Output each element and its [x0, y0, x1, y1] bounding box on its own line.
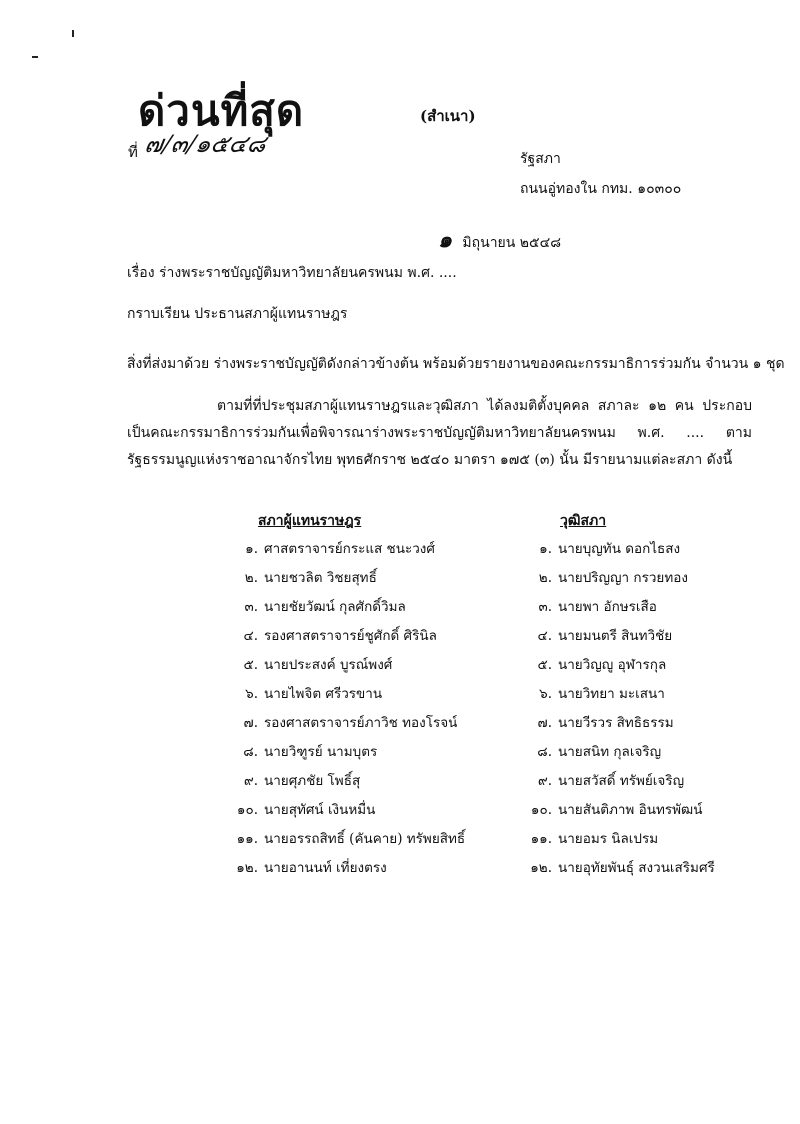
date-month-year: มิถุนายน ๒๕๔๘	[462, 235, 562, 251]
list-item: ๑๐. นายสันติภาพ อินทรพัฒน์	[530, 802, 703, 818]
senate-members-heading: วุฒิสภา	[560, 513, 607, 529]
list-item: ๗. นายวีรวร สิทธิธรรม	[537, 715, 674, 731]
list-item: ๑. นายบุญทัน ดอกไธสง	[539, 541, 681, 557]
list-item: ๒. นายปริญญา กรวยทอง	[538, 570, 688, 586]
house-members-heading: สภาผู้แทนราษฎร	[258, 513, 362, 529]
copy-mark: (สำเนา)	[420, 107, 476, 125]
list-item: ๑. ศาสตราจารย์กระแส ชนะวงศ์	[245, 541, 435, 557]
letter-enclosure: สิ่งที่ส่งมาด้วย ร่างพระราชบัญญัติดังกล่าวข้างต้น พร้อมด้วยรายงานของคณะกรรมาธิการร่วมกัน จำนวน ๑ ชุด	[127, 356, 785, 372]
doc-number-label: ที่	[128, 143, 138, 161]
house-members-list	[198, 538, 465, 886]
list-item: ๑๒. นายอุทัยพันธุ์ สงวนเสริมศรี	[530, 860, 715, 876]
list-item: ๖. นายวิทยา มะเสนา	[539, 686, 665, 702]
scan-speck	[72, 30, 74, 37]
letter-date	[438, 222, 561, 257]
list-item: ๒. นายชวลิต วิชยสุทธิ์	[244, 570, 377, 586]
list-item: ๗. รองศาสตราจารย์ภาวิช ทองโรจน์	[243, 715, 458, 731]
letter-salutation: กราบเรียน ประธานสภาผู้แทนราษฎร	[127, 306, 348, 322]
list-item: ๔. รองศาสตราจารย์ชูศักดิ์ ศิรินิล	[243, 628, 437, 644]
list-item: ๘. นายวิฑูรย์ นามบุตร	[243, 744, 378, 760]
list-item: ๓. นายพา อักษรเสือ	[538, 599, 657, 615]
date-day-handwritten: ๑	[438, 227, 452, 253]
list-item: ๘. นายสนิท กุลเจริญ	[537, 744, 662, 760]
list-item: ๓. นายชัยวัฒน์ กุลศักดิ์วิมล	[244, 599, 406, 615]
list-item: ๙. นายศุภชัย โพธิ์สุ	[243, 773, 361, 789]
list-item: ๕. นายประสงค์ บูรณ์พงศ์	[243, 657, 393, 673]
list-item: ๕. นายวิญญู อุฬารกุล	[537, 657, 667, 673]
list-item: ๑๒. นายอานนท์ เที่ยงตรง	[236, 860, 387, 876]
list-item: ๑๑. นายอมร นิลเปรม	[530, 831, 659, 847]
sender-address-line2: ถนนอู่ทองใน กทม. ๑๐๓๐๐	[520, 181, 682, 197]
letter-subject: เรื่อง ร่างพระราชบัญญัติมหาวิทยาลัยนครพนม พ.ศ. ....	[127, 265, 457, 281]
senate-members-list	[492, 538, 715, 886]
doc-number-handwritten: ๗/๓/๑๕๔๘	[142, 130, 268, 158]
letter-body	[127, 393, 752, 474]
list-item: ๔. นายมนตรี สินทวิชัย	[537, 628, 673, 644]
list-item: ๑๑. นายอรรถสิทธิ์ (คันคาย) ทรัพยสิทธิ์	[236, 831, 466, 847]
list-item: ๙. นายสวัสดิ์ ทรัพย์เจริญ	[537, 773, 685, 789]
list-item: ๑๐. นายสุทัศน์ เงินหมื่น	[236, 802, 376, 818]
list-item: ๖. นายไพจิต ศรีวรขาน	[245, 686, 383, 702]
sender-address-line1: รัฐสภา	[520, 151, 561, 167]
letter-body-text: ตามที่ที่ประชุมสภาผู้แทนราษฎรและวุฒิสภา ได้ลงมติตั้งบุคคล สภาละ ๑๒ คน ประกอบเป็นคณะกรรมาธิการร่วมกันเพื่อพิจารณาร่างพระราชบัญญัติมหาวิทยาลัยนครพนม พ.ศ. .... ตามรัฐธรรมนูญแห่งราชอาณาจักรไทย พุทธศักราช ๒๕๔๐ มาตรา ๑๗๕ (๓) นั้น มีรายนามแต่ละสภา ดังนี้	[127, 398, 752, 468]
urgency-stamp: ด่วนที่สุด	[138, 86, 305, 135]
scan-speck	[32, 56, 38, 58]
